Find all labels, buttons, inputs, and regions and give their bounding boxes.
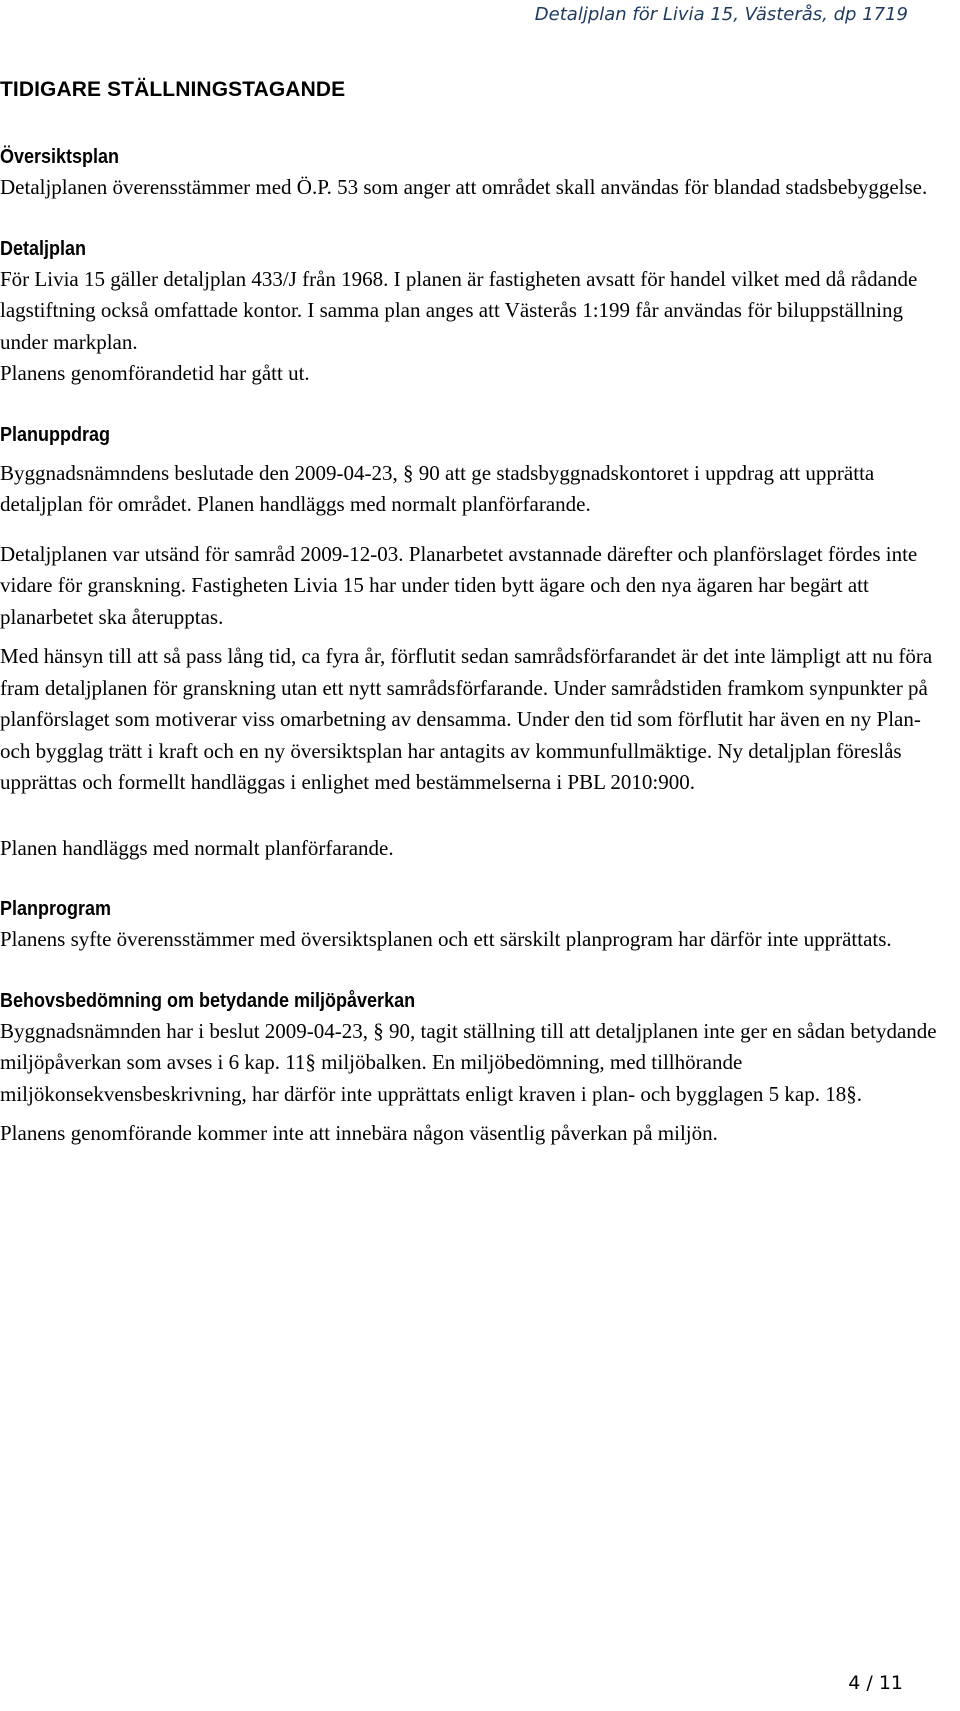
paragraph: Planens genomförande kommer inte att innebära någon väsentlig påverkan på miljön. bbox=[0, 1121, 718, 1145]
section-title: Översiktsplan bbox=[0, 146, 120, 168]
section-title: Behovsbedömning om betydande miljöpåverkan bbox=[0, 989, 416, 1012]
section-title: Planuppdrag bbox=[0, 423, 111, 446]
paragraph: Byggnadsnämndens beslutade den 2009-04-23, § 90 att ge stadsbyggnadskontoret i uppdrag att upprätta detaljplan för området. Planen handläggs med normalt planförfarande. bbox=[0, 460, 875, 516]
paragraph: Med hänsyn till att så pass lång tid, ca fyra år, förflutit sedan samrådsförfarandet är det inte lämpligt att nu föra fram detaljplanen för granskning utan ett nytt samrådsförfarande. Under samrådstiden framkom synpunkter på planförslaget som motiverar viss omarbetning av densamma. Under den tid som förflutit har även en ny Plan- och bygglag trätt i kraft och en ny översiktsplan har antagits av kommunfullmäktige. Ny detaljplan föreslås upprättas och formellt handläggas i enlighet med bestämmelserna i PBL 2010:900. bbox=[0, 644, 933, 794]
section-oversiktsplan bbox=[0, 146, 960, 204]
section-planprogram bbox=[0, 898, 960, 956]
page-content bbox=[0, 78, 960, 1150]
section-planuppdrag bbox=[0, 424, 960, 865]
paragraph: Detaljplanen överensstämmer med Ö.P. 53 som anger att området skall användas för blandad stadsbebyggelse. bbox=[0, 175, 928, 199]
page-header: Detaljplan för Livia 15, Västerås, dp 1719 bbox=[534, 4, 908, 25]
section-title: Detaljplan bbox=[0, 237, 87, 260]
section-title: Planprogram bbox=[0, 898, 112, 920]
paragraph: Planens genomförandetid har gått ut. bbox=[0, 361, 310, 385]
paragraph: Detaljplanen var utsänd för samråd 2009-12-03. Planarbetet avstannade därefter och planförslaget fördes inte vidare för granskning. Fastigheten Livia 15 har under tiden bytt ägare och den nya ägaren har begärt att planarbetet ska återupptas. bbox=[0, 541, 918, 629]
paragraph: Planen handläggs med normalt planförfarande. bbox=[0, 835, 394, 860]
paragraph: Planens syfte överensstämmer med översiktsplanen och ett särskilt planprogram har därför inte upprättats. bbox=[0, 927, 892, 951]
section-behovsbedomning bbox=[0, 990, 960, 1150]
page-number: 4 / 11 bbox=[848, 1672, 903, 1694]
section-detaljplan bbox=[0, 238, 960, 390]
paragraph: Byggnadsnämnden har i beslut 2009-04-23, § 90, tagit ställning till att detaljplanen inte ger en sådan betydande miljöpåverkan som avses i 6 kap. 11§ miljöbalken. En miljöbedömning, med tillhörande miljökonsekvensbeskrivning, har därför inte upprättats enligt kraven i plan- och bygglagen 5 kap. 18§. bbox=[0, 1018, 937, 1106]
main-title: TIDIGARE STÄLLNINGSTAGANDE bbox=[0, 78, 346, 101]
paragraph: För Livia 15 gäller detaljplan 433/J från 1968. I planen är fastigheten avsatt för handel vilket med då rådande lagstiftning också omfattade kontor. I samma plan anges att Västerås 1:199 får användas för biluppställning under markplan. bbox=[0, 266, 918, 354]
